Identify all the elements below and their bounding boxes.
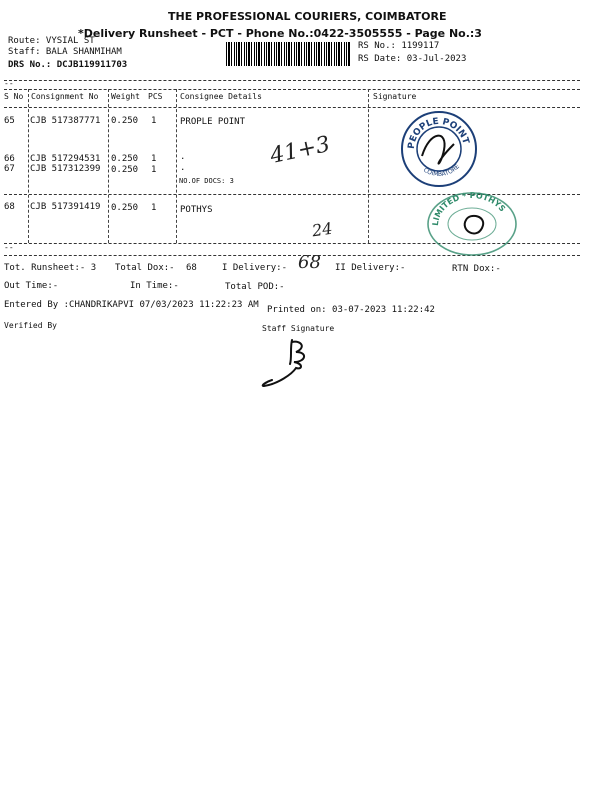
- barcode: [226, 42, 350, 66]
- company-stamp: [400, 110, 478, 188]
- total-dox-label: Total Dox:-: [115, 263, 175, 273]
- row-marker: --: [4, 79, 14, 88]
- col-header-signature: Signature: [373, 92, 417, 101]
- stamp-text: LIMITED * POTHYS: [430, 190, 508, 227]
- i-delivery-handwritten: 68: [298, 252, 321, 273]
- divider: [4, 107, 580, 108]
- row-consignment: CJB 517387771: [30, 116, 101, 126]
- tot-runsheet: Tot. Runsheet:- 3: [4, 263, 97, 273]
- col-header-consignment: Consignment No: [31, 92, 99, 101]
- rs-number: RS No.: 1199117: [358, 41, 440, 51]
- entered-by: Entered By :CHANDRIKAPVI 07/03/2023 11:22:23 AM: [4, 300, 259, 310]
- divider: [4, 80, 580, 81]
- col-header-weight: Weight: [111, 92, 140, 101]
- row-marker: --: [4, 243, 14, 252]
- rtn-dox-label: RTN Dox:-: [452, 264, 501, 274]
- column-separator: [368, 89, 369, 243]
- printed-on: Printed on: 03-07-2023 11:22:42: [267, 305, 435, 315]
- handwritten-note: 41+3: [268, 131, 333, 170]
- handwritten-note: 24: [310, 218, 334, 241]
- row-pcs: 1: [151, 116, 157, 126]
- stamp-city: COIMBATORE: [422, 163, 461, 179]
- row-weight: 0.250: [111, 165, 139, 175]
- col-header-consignee: Consignee Details: [180, 92, 262, 101]
- staff-label: Staff: BALA SHANMIHAM: [8, 47, 122, 57]
- row-weight: 0.250: [111, 203, 139, 213]
- column-separator: [108, 89, 109, 243]
- row-consignment: CJB 517391419: [30, 202, 101, 212]
- out-time-label: Out Time:-: [4, 281, 59, 291]
- row-consignment: CJB 517294531: [30, 154, 101, 164]
- row-sno: 65: [4, 116, 15, 126]
- row-consignee: .: [180, 152, 186, 162]
- row-sno: 67: [4, 164, 15, 174]
- row-weight: 0.250: [111, 116, 139, 126]
- svg-text:COIMBATORE: [422, 163, 461, 178]
- row-pcs: 1: [151, 154, 157, 164]
- row-consignee: PROPLE POINT: [180, 117, 246, 127]
- row-pcs: 1: [151, 203, 157, 213]
- divider: [4, 89, 580, 90]
- drs-number: DRS No.: DCJB119911703: [8, 60, 128, 70]
- i-delivery-label: I Delivery:-: [222, 263, 288, 273]
- stamp-text: PEOPLE POINT: [406, 116, 471, 150]
- svg-text:PEOPLE POINT: [407, 117, 471, 150]
- company-stamp: [426, 190, 518, 256]
- company-title: THE PROFESSIONAL COURIERS, COIMBATORE: [168, 10, 447, 23]
- row-weight: 0.250: [111, 154, 139, 164]
- row-consignment: CJB 517312399: [30, 164, 101, 174]
- rs-date: RS Date: 03-Jul-2023: [358, 54, 467, 64]
- staff-signature-label: Staff Signature: [262, 324, 335, 333]
- col-header-pcs: PCS: [148, 92, 163, 101]
- runsheet-title: *Delivery Runsheet - PCT - Phone No.:0422-3505555 - Page No.:3: [78, 27, 482, 40]
- column-separator: [28, 89, 29, 243]
- ii-delivery-label: II Delivery:-: [335, 263, 406, 273]
- row-pcs: 1: [151, 165, 157, 175]
- column-separator: [176, 89, 177, 243]
- row-consignee: POTHYS: [180, 205, 213, 215]
- row-sno: 66: [4, 154, 15, 164]
- staff-signature: [256, 334, 326, 394]
- no-of-docs: NO.OF DOCS: 3: [179, 177, 234, 185]
- total-dox-value: 68: [186, 263, 197, 273]
- col-header-sno: S No: [4, 92, 24, 101]
- total-pod-label: Total POD:-: [225, 282, 285, 292]
- row-sno: 68: [4, 202, 15, 212]
- in-time-label: In Time:-: [130, 281, 179, 291]
- row-consignee: .: [180, 163, 186, 173]
- verified-by: Verified By: [4, 321, 57, 330]
- route-label: Route: VYSIAL ST: [8, 36, 95, 46]
